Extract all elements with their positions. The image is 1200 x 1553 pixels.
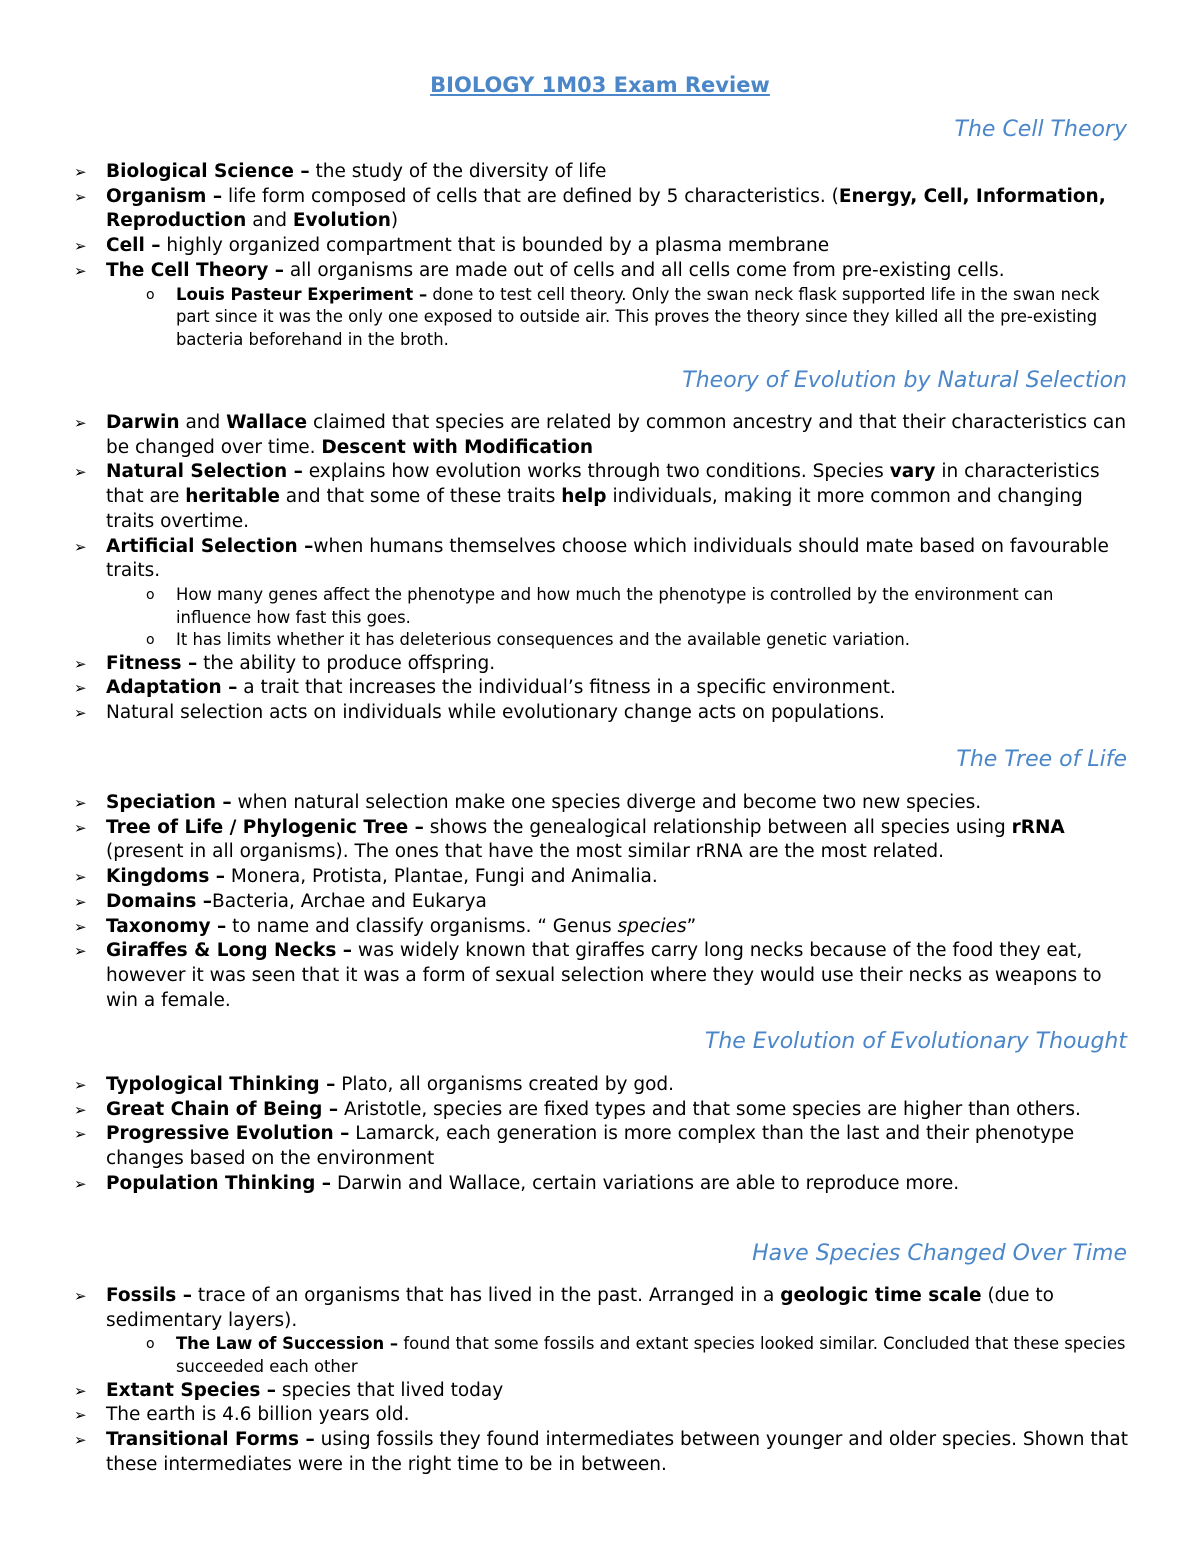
sub-list-item: o The Law of Succession – found that some fossils and extant species looked similar. Concluded that these species succeeded each other xyxy=(146,1334,1126,1376)
document-title: BIOLOGY 1M03 Exam Review xyxy=(430,73,770,97)
list-item: ➢ Progressive Evolution – Lamarck, each generation is more complex than the last and their phenotype changes based on the environment xyxy=(74,1123,1075,1170)
list-item: ➢ Tree of Life / Phylogenic Tree – shows the genealogical relationship between all species using rRNA (present in all organisms). The ones that have the most similar rRNA are the most related. xyxy=(74,816,1065,863)
list-item: ➢ Domains –Bacteria, Archae and Eukarya xyxy=(72,890,1128,915)
list-item: ➢ Natural selection acts on individuals while evolutionary change acts on populations. xyxy=(72,701,1128,726)
list-item: ➢ Kingdoms – Monera, Protista, Plantae, Fungi and Animalia. xyxy=(72,865,1128,890)
arrow-bullet-icon: ➢ xyxy=(74,1406,87,1425)
arrow-bullet-icon: ➢ xyxy=(74,1100,87,1119)
section-list-cell-theory xyxy=(72,160,1128,351)
list-item: ➢ Fitness – the ability to produce offspring. xyxy=(72,652,1128,677)
list-item: ➢ Speciation – when natural selection make one species diverge and become two new species. xyxy=(72,791,1128,816)
arrow-bullet-icon: ➢ xyxy=(74,1431,87,1449)
arrow-bullet-icon: ➢ xyxy=(74,818,87,837)
arrow-bullet-icon: ➢ xyxy=(74,868,87,887)
arrow-bullet-icon: ➢ xyxy=(74,704,87,723)
list-item: ➢ Giraffes & Long Necks – was widely known that giraffes carry long necks because of the food they eat, however it was seen that it was a form of sexual selection where they would use their necks as weapons to win a female. xyxy=(74,940,1102,1011)
section-heading-species-changed: Have Species Changed Over Time xyxy=(752,1241,1127,1266)
arrow-bullet-icon: ➢ xyxy=(74,917,87,936)
arrow-bullet-icon: ➢ xyxy=(74,654,87,673)
section-heading-natural-selection: Theory of Evolution by Natural Selection xyxy=(682,368,1127,393)
arrow-bullet-icon: ➢ xyxy=(74,1174,87,1193)
list-item: ➢ Natural Selection – explains how evolution works through two conditions. Species vary in characteristics that are heritable and that some of these traits help individuals, making it more common and changing traits overtime. xyxy=(74,461,1100,532)
list-item: ➢ The earth is 4.6 billion years old. xyxy=(72,1403,1128,1428)
circle-bullet-icon: o xyxy=(146,632,155,649)
arrow-bullet-icon: ➢ xyxy=(74,1287,87,1305)
sub-list-item: o Louis Pasteur Experiment – done to test cell theory. Only the swan neck flask supported life in the swan neck part since it was the only one exposed to outside air. This proves the theory since they killed all the pre-existing bacteria beforehand in the broth. xyxy=(146,284,1100,349)
circle-bullet-icon: o xyxy=(146,586,155,603)
list-item: ➢ Taxonomy – to name and classify organisms. “ Genus species” xyxy=(72,915,1128,940)
list-item: ➢ Extant Species – species that lived today xyxy=(72,1379,1128,1404)
section-heading-tree-of-life: The Tree of Life xyxy=(956,747,1127,772)
list-item: ➢ Artificial Selection –when humans themselves choose which individuals should mate based on favourable traits. o How many genes affect the phenotype and how much the phenotype is controlled by the environment can influence how fast this goes. o It has limits whether it has deleterious consequences and the available genetic variation. xyxy=(72,535,1128,652)
arrow-bullet-icon: ➢ xyxy=(74,794,87,812)
arrow-bullet-icon: ➢ xyxy=(74,942,87,961)
list-item: ➢ Organism – life form composed of cells that are defined by 5 characteristics. (Energy, Cell, Information, Reproduction and Evolution) xyxy=(74,185,1106,232)
sub-list xyxy=(106,584,1128,652)
list-item: ➢ Cell – highly organized compartment that is bounded by a plasma membrane xyxy=(72,234,1128,259)
list-item: ➢ Transitional Forms – using fossils they found intermediates between younger and older species. Shown that these intermediates were in the right time to be in between. xyxy=(74,1429,1128,1475)
sub-list xyxy=(106,284,1128,352)
section-list-species-changed xyxy=(72,1284,1128,1477)
arrow-bullet-icon: ➢ xyxy=(74,237,87,256)
sub-list-item: o How many genes affect the phenotype and how much the phenotype is controlled by the environment can influence how fast this goes. xyxy=(146,584,1054,627)
arrow-bullet-icon: ➢ xyxy=(74,414,87,432)
section-heading-cell-theory: The Cell Theory xyxy=(954,117,1127,142)
arrow-bullet-icon: ➢ xyxy=(74,1125,87,1144)
circle-bullet-icon: o xyxy=(146,286,155,303)
list-item: ➢ Fossils – trace of an organisms that has lived in the past. Arranged in a geologic time scale (due to sedimentary layers). o The Law of Succession – found that some fossils and extant species looked similar. Concluded that these species succeeded each other xyxy=(72,1284,1128,1379)
arrow-bullet-icon: ➢ xyxy=(74,537,87,556)
list-item: ➢ The Cell Theory – all organisms are made out of cells and all cells come from pre-existing cells. o Louis Pasteur Experiment – done to test cell theory. Only the swan neck flask supported life in the swan neck part since it was the only one exposed to outside air. This proves the theory since they killed all the pre-existing bacteria beforehand in the broth. xyxy=(72,259,1128,351)
arrow-bullet-icon: ➢ xyxy=(74,892,87,911)
section-list-natural-selection xyxy=(72,411,1128,726)
circle-bullet-icon: o xyxy=(146,1336,155,1353)
arrow-bullet-icon: ➢ xyxy=(74,1076,87,1094)
arrow-bullet-icon: ➢ xyxy=(74,187,87,206)
section-list-evolutionary-thought xyxy=(72,1073,1128,1197)
arrow-bullet-icon: ➢ xyxy=(74,163,87,181)
sub-list xyxy=(106,1333,1128,1378)
list-item: ➢ Great Chain of Being – Aristotle, species are fixed types and that some species are higher than others. xyxy=(72,1098,1128,1123)
arrow-bullet-icon: ➢ xyxy=(74,463,87,482)
arrow-bullet-icon: ➢ xyxy=(74,261,87,280)
list-item: ➢ Population Thinking – Darwin and Wallace, certain variations are able to reproduce more. xyxy=(72,1172,1128,1197)
section-heading-evolutionary-thought: The Evolution of Evolutionary Thought xyxy=(704,1029,1127,1054)
list-item: ➢ Biological Science – the study of the diversity of life xyxy=(72,160,1128,185)
section-list-tree-of-life xyxy=(72,791,1128,1013)
sub-list-item: o It has limits whether it has deleterious consequences and the available genetic variation. xyxy=(106,629,1128,652)
list-item: ➢ Typological Thinking – Plato, all organisms created by god. xyxy=(72,1073,1128,1098)
arrow-bullet-icon: ➢ xyxy=(74,1381,87,1400)
arrow-bullet-icon: ➢ xyxy=(74,679,87,698)
list-item: ➢ Adaptation – a trait that increases the individual’s fitness in a specific environment. xyxy=(72,676,1128,701)
list-item: ➢ Darwin and Wallace claimed that species are related by common ancestry and that their characteristics can be changed over time. Descent with Modification xyxy=(74,412,1127,458)
